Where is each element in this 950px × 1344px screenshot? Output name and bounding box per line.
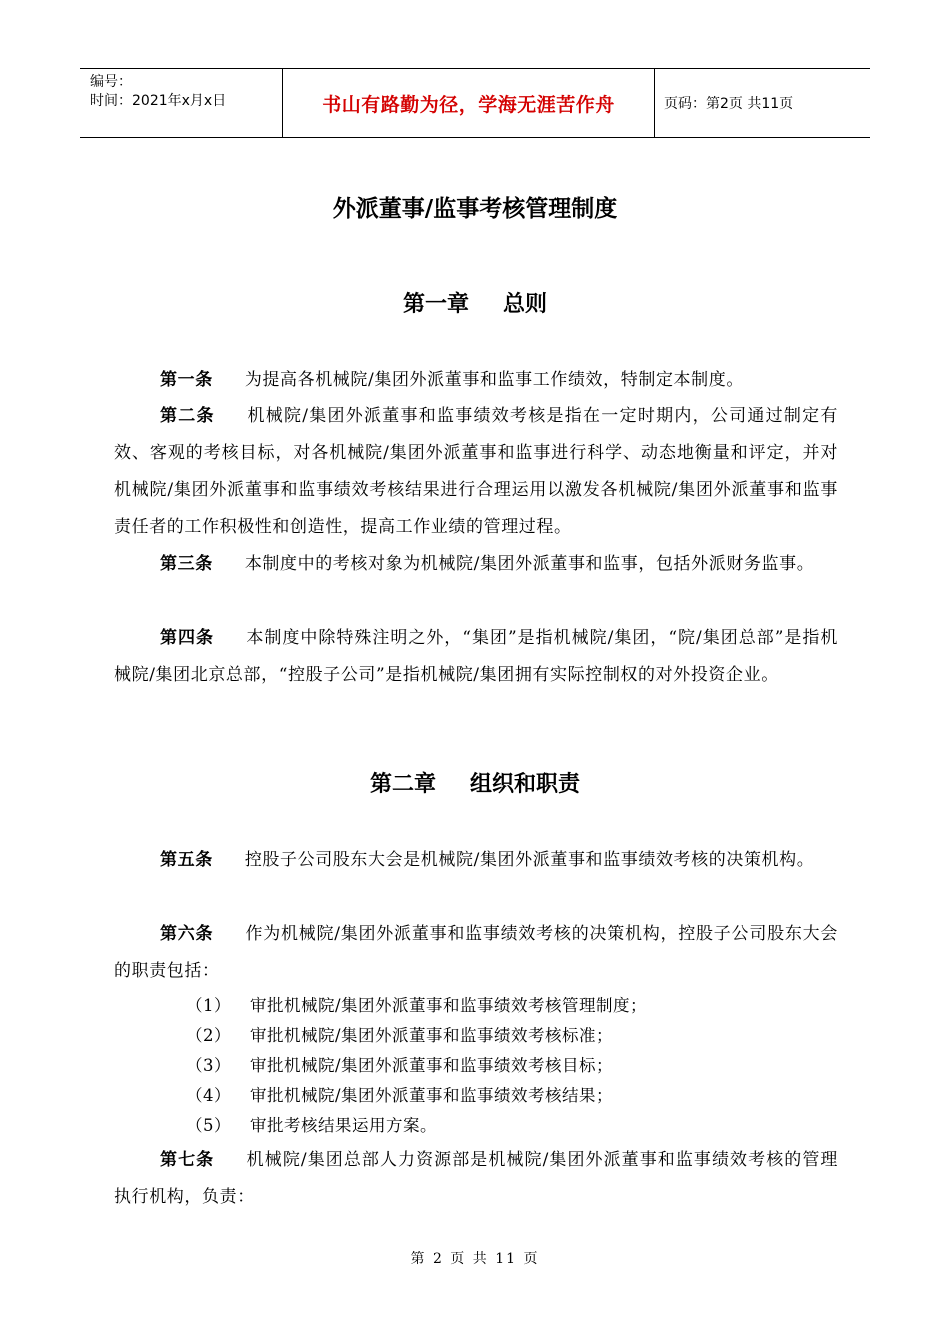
article [114,842,838,879]
list-number: （2） [186,1026,231,1045]
list-text: 审批机械院/集团外派董事和监事绩效考核目标； [250,1056,614,1075]
list-text: 审批机械院/集团外派董事和监事绩效考核管理制度； [250,996,648,1015]
article-text: 控股子公司股东大会是机械院/集团外派董事和监事绩效考核的决策机构。 [244,850,815,870]
chapter-name: 组织和职责 [470,772,581,797]
header-page-info [655,69,870,137]
list-text: 审批机械院/集团外派董事和监事绩效考核结果； [250,1086,614,1105]
article-text: 本制度中除特殊注明之外，“集团”是指机械院/集团，“院/集团总部”是指机械院/集团北京总部，“控股子公司”是指机械院/集团拥有实际控制权的对外投资企业。 [114,628,838,685]
page-footer: 第 2 页 共 11 页 [410,1251,540,1267]
header-meta [80,69,282,137]
date-label: 时间：2021年x月x日 [90,93,227,109]
article [114,1142,838,1216]
chapter-name: 总则 [503,292,548,317]
list-text: 审批机械院/集团外派董事和监事绩效考核标准； [250,1026,614,1045]
page-header [80,68,870,138]
article-number: 第一条 [160,370,213,390]
list-item [186,1111,437,1141]
list-number: （3） [186,1056,231,1075]
article-text: 作为机械院/集团外派董事和监事绩效考核的决策机构，控股子公司股东大会的职责包括： [114,924,838,981]
article-text: 机械院/集团外派董事和监事绩效考核是指在一定时期内，公司通过制定有效、客观的考核目标，对各机械院/集团外派董事和监事进行科学、动态地衡量和评定，并对机械院/集团外派董事和监事绩效考核结果进行合理运用以激发各机械院/集团外派董事和监事责任者的工作积极性和创造性，提高工作业绩的管理过程。 [114,406,838,537]
list-item [186,1081,613,1111]
list-number: （1） [186,996,231,1015]
article [114,620,838,694]
article-number: 第三条 [160,554,213,574]
article-number: 第五条 [160,850,213,870]
chapter-1-heading [0,287,950,318]
article-number: 第六条 [160,924,214,944]
article [114,362,838,399]
document-title: 外派董事/监事考核管理制度 [332,196,618,222]
article [114,546,838,583]
motto: 书山有路勤为径，学海无涯苦作舟 [322,93,615,116]
list-item [186,1051,613,1081]
page-info: 页码：第2页 共11页 [664,96,794,112]
chapter-label: 第二章 [369,772,436,797]
article-number: 第二条 [160,406,215,426]
article [114,916,838,990]
article [114,398,838,546]
chapter-label: 第一章 [402,292,469,317]
chapter-2-heading [0,767,950,798]
article-text: 机械院/集团总部人力资源部是机械院/集团外派董事和监事绩效考核的管理执行机构，负责： [114,1150,838,1207]
number-label: 编号： [90,74,132,90]
list-item [186,1021,613,1051]
list-number: （4） [186,1086,231,1105]
article-number: 第四条 [160,628,214,648]
article-text: 为提高各机械院/集团外派董事和监事工作绩效，特制定本制度。 [244,370,744,390]
list-item [186,991,647,1021]
article-number: 第七条 [160,1150,215,1170]
header-motto-cell [282,69,655,137]
list-number: （5） [186,1116,231,1135]
list-text: 审批考核结果运用方案。 [250,1116,437,1135]
article-text: 本制度中的考核对象为机械院/集团外派董事和监事，包括外派财务监事。 [244,554,815,574]
